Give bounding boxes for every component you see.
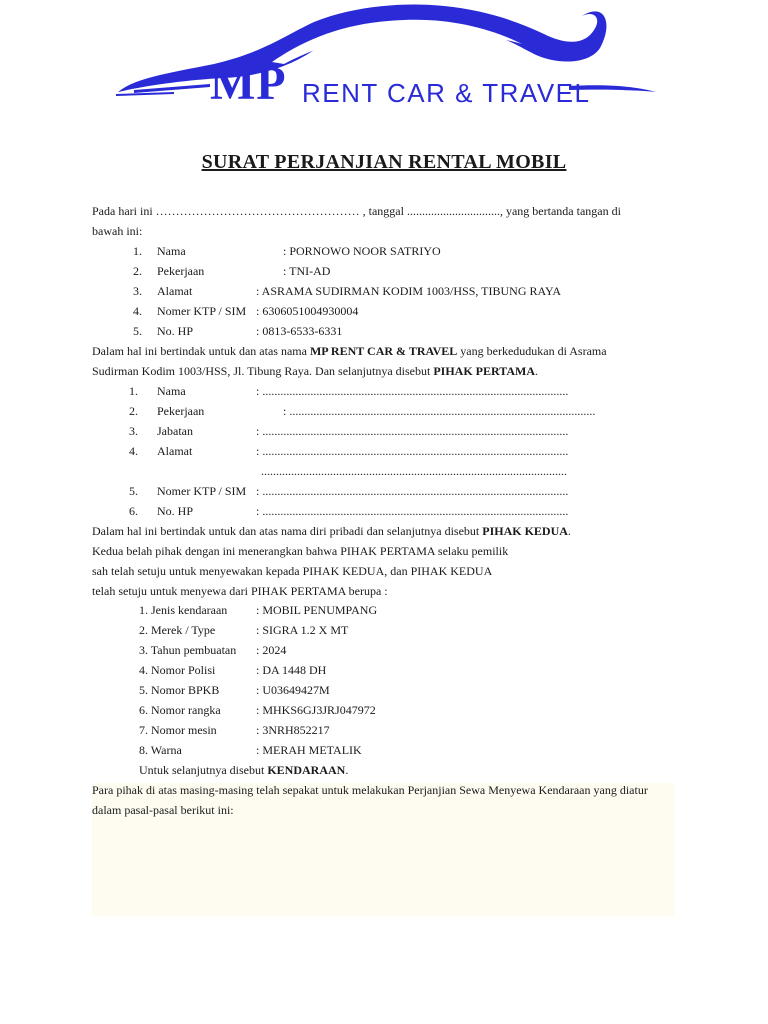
party-name: PIHAK PERTAMA	[433, 364, 536, 378]
first-party-label: Pekerjaan	[157, 264, 205, 278]
vehicle-value: : MOBIL PENUMPANG	[256, 603, 378, 617]
first-party-value: : ASRAMA SUDIRMAN KODIM 1003/HSS, TIBUNG RAYA	[256, 284, 562, 298]
vehicle-term: KENDARAAN	[267, 763, 346, 777]
first-party-label: Nomer KTP / SIM	[157, 304, 247, 318]
desc-text: Dalam hal ini bertindak untuk dan atas nama	[92, 344, 310, 358]
second-party-label: Jabatan	[157, 424, 193, 438]
desc-text: yang berkedudukan di Asrama	[457, 344, 607, 358]
desc-text: .	[535, 364, 539, 378]
first-party-num: 2.	[133, 264, 142, 278]
statement-line: sah telah setuju untuk menyewakan kepada PIHAK KEDUA, dan PIHAK KEDUA	[92, 564, 493, 578]
party-name: PIHAK KEDUA	[482, 524, 568, 538]
first-party-num: 4.	[133, 304, 142, 318]
desc-text: Dalam hal ini bertindak untuk dan atas nama diri pribadi dan selanjutnya disebut	[92, 524, 483, 538]
second-party-label: No. HP	[157, 504, 194, 518]
desc-text: Sudirman Kodim 1003/HSS, Jl. Tibung Raya. Dan selanjutnya disebut	[92, 364, 434, 378]
first-party-value: : TNI-AD	[283, 264, 331, 278]
second-party-value: : ......................................................................................................	[256, 384, 569, 398]
second-party-value: : ......................................................................................................	[256, 484, 569, 498]
vehicle-value: : 3NRH852217	[256, 723, 330, 737]
first-party-value: : PORNOWO NOOR SATRIYO	[283, 244, 441, 258]
second-party-num: 4.	[129, 444, 138, 458]
vehicle-label: 8. Warna	[139, 743, 182, 757]
statement-line: Kedua belah pihak dengan ini menerangkan bahwa PIHAK PERTAMA selaku pemilik	[92, 544, 509, 558]
second-party-value: : ......................................................................................................	[256, 424, 569, 438]
second-party-label: Nomer KTP / SIM	[157, 484, 247, 498]
second-party-num: 1.	[129, 384, 138, 398]
closing-line: dalam pasal-pasal berikut ini:	[92, 803, 234, 817]
vehicle-value: : U03649427M	[256, 683, 330, 697]
second-party-desc	[92, 524, 571, 538]
vehicle-ref	[139, 763, 348, 777]
second-party-num: 5.	[129, 484, 138, 498]
desc-text: .	[345, 763, 349, 777]
second-party-num: 6.	[129, 504, 138, 518]
intro-line-1: Pada hari ini …………………………………………… , tanggal ..............................., yang bertanda tangan di	[92, 204, 621, 218]
vehicle-label: 7. Nomor mesin	[139, 723, 217, 737]
first-party-label: Alamat	[157, 284, 193, 298]
second-party-value: ......................................................................................................	[261, 464, 567, 478]
second-party-num: 3.	[129, 424, 138, 438]
vehicle-label: 2. Merek / Type	[139, 623, 216, 637]
statement-line: telah setuju untuk menyewa dari PIHAK PERTAMA berupa :	[92, 584, 388, 598]
vehicle-label: 6. Nomor rangka	[139, 703, 221, 717]
vehicle-label: 3. Tahun pembuatan	[139, 643, 237, 657]
second-party-label: Nama	[157, 384, 186, 398]
vehicle-value: : MERAH METALIK	[256, 743, 362, 757]
vehicle-value: : MHKS6GJ3JRJ047972	[256, 703, 376, 717]
first-party-num: 3.	[133, 284, 142, 298]
second-party-value: : ......................................................................................................	[283, 404, 596, 418]
second-party-label: Pekerjaan	[157, 404, 205, 418]
first-party-desc-line-2	[92, 364, 538, 378]
second-party-value: : ......................................................................................................	[256, 504, 569, 518]
vehicle-label: 4. Nomor Polisi	[139, 663, 216, 677]
first-party-desc-line-1	[92, 344, 607, 358]
vehicle-value: : SIGRA 1.2 X MT	[256, 623, 349, 637]
first-party-num: 1.	[133, 244, 142, 258]
logo-brand: MP	[210, 57, 287, 110]
vehicle-label: 1. Jenis kendaraan	[139, 603, 228, 617]
vehicle-value: : DA 1448 DH	[256, 663, 327, 677]
vehicle-label: 5. Nomor BPKB	[139, 683, 220, 697]
first-party-label: Nama	[157, 244, 186, 258]
first-party-value: : 6306051004930004	[256, 304, 359, 318]
first-party-label: No. HP	[157, 324, 194, 338]
page-title: SURAT PERJANJIAN RENTAL MOBIL	[201, 151, 567, 173]
vehicle-value: : 2024	[256, 643, 287, 657]
second-party-label: Alamat	[157, 444, 193, 458]
first-party-num: 5.	[133, 324, 142, 338]
second-party-value: : ......................................................................................................	[256, 444, 569, 458]
closing-line: Para pihak di atas masing-masing telah sepakat untuk melakukan Perjanjian Sewa Menyewa Kendaraan yang diatur	[92, 783, 648, 797]
first-party-value: : 0813-6533-6331	[256, 324, 343, 338]
desc-text: .	[567, 524, 571, 538]
logo-name: RENT CAR & TRAVEL	[302, 78, 591, 108]
desc-text: Untuk selanjutnya disebut	[139, 763, 268, 777]
company-name: MP RENT CAR & TRAVEL	[309, 344, 458, 358]
second-party-num: 2.	[129, 404, 138, 418]
intro-line-2: bawah ini:	[92, 224, 143, 238]
